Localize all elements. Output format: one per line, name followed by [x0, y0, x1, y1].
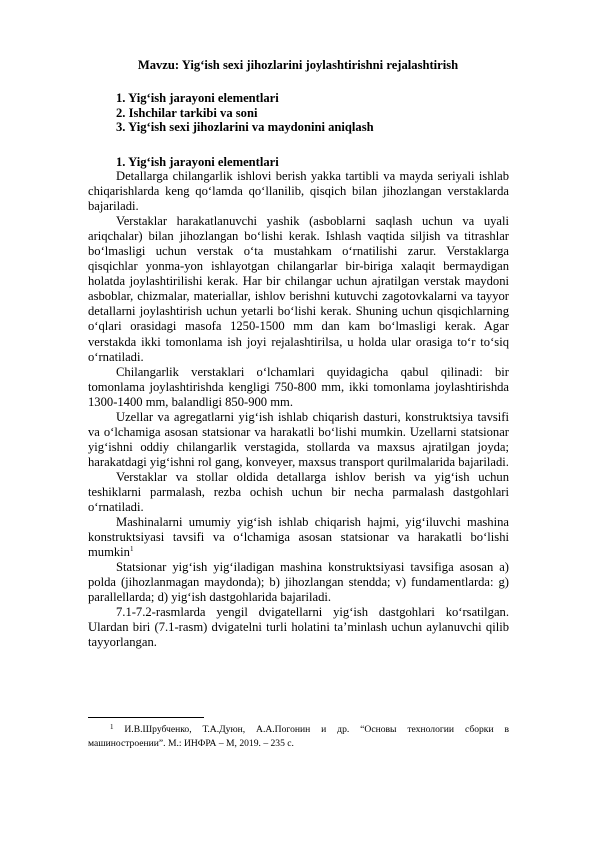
- table-of-contents: [116, 91, 374, 135]
- footnote-separator: [88, 717, 204, 718]
- page-title: Mavzu: Yig‘ish sexi jihozlarini joylashtirishni rejalashtirish: [137, 58, 459, 72]
- section-heading: 1. Yig‘ish jarayoni elementlari: [116, 155, 279, 169]
- paragraph: Chilangarlik verstaklari o‘lchamlari quyidagicha qabul qilinadi: bir tomonlama joylashtirishda kengligi 750-800 mm, ikki tomonlama joylashtirishda 1300-1400 mm, balandligi 850-900 mm.: [88, 364, 509, 409]
- body-text: [88, 169, 509, 651]
- paragraph: [88, 515, 509, 560]
- paragraph: Uzellar va agregatlarni yig‘ish ishlab chiqarish dasturi, konstruktsiya tavsifi va o‘lchamiga asosan statsionar va harakatli bo‘lishi mumkin. Uzellarni statsionar yig‘ishni oddiy chilangarlik verstagida, stollarda va maxsus ajratilgan joyda; harakatdagi yig‘ishni rol gang, konveyer, maxsus transport qurilmalarida bajariladi.: [88, 409, 509, 469]
- paragraph: Verstaklar va stollar oldida detallarga ishlov berish va yig‘ish uchun teshiklarni parmalash, rezba ochish uchun bir necha parmalash dastgohlari o‘rnatiladi.: [88, 469, 509, 515]
- footnote: [88, 723, 509, 751]
- paragraph-text: Mashinalarni umumiy yig‘ish ishlab chiqarish hajmi, yig‘iluvchi mashina konstruktsiyasi tavsifi va o‘lchamiga asosan statsionar va harakatli bo‘lishi mumkin: [88, 515, 509, 560]
- toc-item: 2. Ishchilar tarkibi va soni: [116, 105, 258, 120]
- footnote-text: И.В.Шрубченко, Т.А.Дуюн, А.А.Погонин и др. “Основы технологии сборки в машиностроении”. М.: ИНФРА – М, 2019. – 235 с.: [88, 724, 509, 749]
- toc-item: 3. Yig‘ish sexi jihozlarini va maydonini aniqlash: [116, 120, 374, 135]
- toc-item: 1. Yig‘ish jarayoni elementlari: [116, 91, 279, 105]
- paragraph: Verstaklar harakatlanuvchi yashik (asboblarni saqlash uchun va uyali ariqchalar) bilan jihozlangan bo‘lishi kerak. Ishlash vaqtida siljish va titrashlar bo‘lmasligi uchun verstak o‘ta mustahkam o‘rnatilishi zarur. Verstaklarga qisqichlar yonma-yon ishlayotgan chilangarlar bir-biriga xalaqit bermaydigan holatda joylashtirilishi kerak. Har bir chilangar uchun ajratilgan verstak maydoni asboblar, chizmalar, materiallar, ishlov berishni kutuvchi zagotovkalarni va tayyor detallarni joylashtirish uchun yetarli bo‘lishi kerak. Shuning uchun qisqichlarning o‘qlari orasidagi masofa 1250-1500 mm dan kam bo‘lmasligi kerak. Agar verstakda ikki tomonlama ish joyi rejalashtirilsa, u holda ular orasiga to‘r to‘siq o‘rnatiladi.: [88, 214, 509, 364]
- footnote-reference[interactable]: 1: [129, 545, 134, 554]
- paragraph: Detallarga chilangarlik ishlovi berish yakka tartibli va mayda seriyali ishlab chiqarishlarda keng qo‘lamda qo‘llanilib, qisqich bilan jihozlangan verstaklarda bajariladi.: [88, 169, 509, 214]
- paragraph: Statsionar yig‘ish yig‘iladigan mashina konstruktsiyasi tavsifiga asosan a) polda (jihozlanmagan maydonda); b) jihozlangan stendda; v) fundamentlarda: g) parallellarda; d) yig‘ish dastgohlarida bajariladi.: [88, 560, 509, 605]
- paragraph: 7.1-7.2-rasmlarda yengil dvigatellarni yig‘ish dastgohlari ko‘rsatilgan. Ulardan biri (7.1-rasm) dvigatelni turli holatini taʼminlash uchun aylanuvchi qilib tayyorlangan.: [88, 605, 509, 650]
- footnote-mark: 1: [110, 723, 114, 731]
